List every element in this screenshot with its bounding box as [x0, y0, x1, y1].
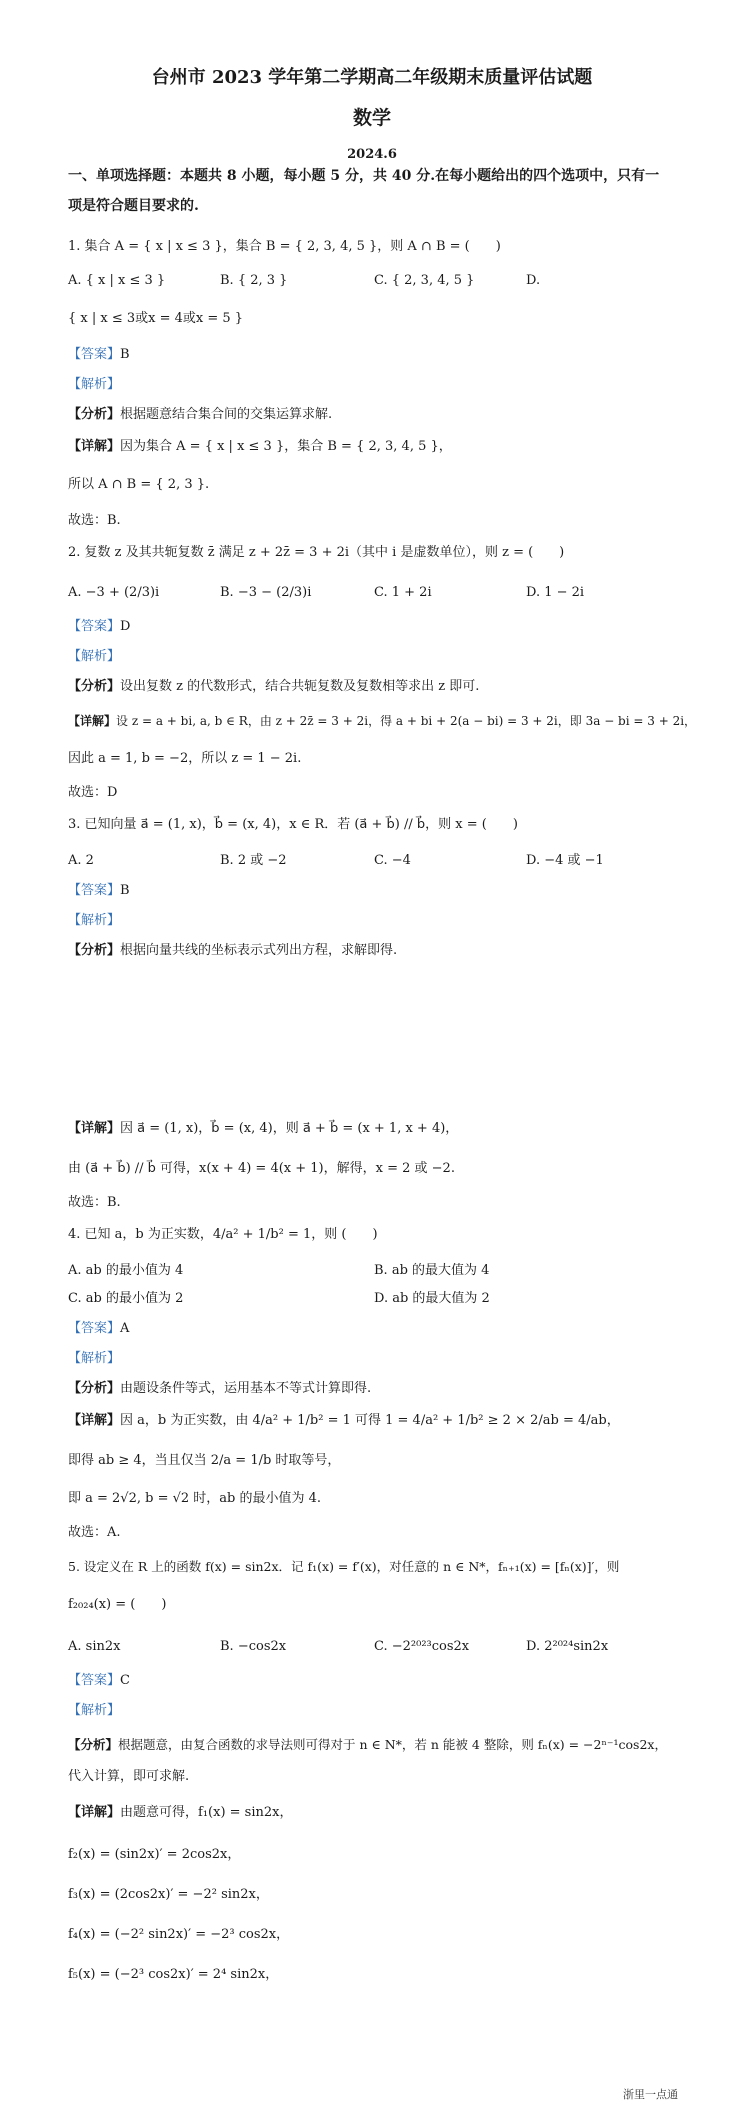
q5-stem-cont: f₂₀₂₄(x) = ( ) — [68, 1597, 167, 1612]
q5-xiangjie-row — [68, 1804, 292, 1822]
q2-option-a: A. −3 + (2/3)i — [68, 585, 160, 600]
q1-xiangjie-row — [68, 438, 452, 456]
fenxi-tag: 【分析】 — [68, 1737, 119, 1752]
q5-step-f5: f₅(x) = (−2³ cos2x)′ = 2⁴ sin2x， — [68, 1967, 279, 1982]
q4-answer-row — [68, 1320, 129, 1338]
q5-xiangjie: 由题意可得，f₁(x) = sin2x， — [120, 1805, 293, 1820]
q3-option-c: C. −4 — [374, 853, 411, 868]
q4-fenxi-row — [68, 1380, 371, 1398]
q3-option-b: B. 2 或 −2 — [220, 853, 287, 868]
q2-stem: 2. 复数 z 及其共轭复数 z̄ 满足 z + 2z̄ = 3 + 2i（其中 i 是虚数单位），则 z = ( ) — [68, 545, 565, 560]
q5-step-f3: f₃(x) = (2cos2x)′ = −2² sin2x， — [68, 1887, 269, 1902]
q4-option-c: C. ab 的最小值为 2 — [68, 1291, 184, 1306]
q5-fenxi-row — [68, 1736, 667, 1754]
q5-option-a: A. sin2x — [68, 1639, 121, 1654]
q2-xiangjie: 设 z = a + bi, a, b ∈ R，由 z + 2z̄ = 3 + 2i，得 a + bi + 2(a − bi) = 3 + 2i，即 3a − bi = 3 + 2i， — [116, 714, 697, 728]
q5-fenxi: 根据题意，由复合函数的求导法则可得对于 n ∈ N*，若 n 能被 4 整除，则 fₙ(x) = −2ⁿ⁻¹cos2x， — [118, 1737, 667, 1752]
fenxi-tag: 【分析】 — [68, 407, 121, 422]
q5-answer: C — [120, 1673, 130, 1688]
q1-step2: 所以 A ∩ B = { 2, 3 }. — [68, 477, 210, 492]
q1-option-d: D. — [526, 273, 541, 288]
q4-step2: 即得 ab ≥ 4，当且仅当 2/a = 1/b 时取等号， — [68, 1453, 341, 1468]
q3-fenxi-row — [68, 942, 397, 960]
q1-conclusion: 故选：B. — [68, 513, 121, 528]
q5-step-f4: f₄(x) = (−2² sin2x)′ = −2³ cos2x， — [68, 1927, 290, 1942]
q4-option-b: B. ab 的最大值为 4 — [374, 1263, 490, 1278]
footer-watermark: 浙里一点通 — [623, 2088, 678, 2101]
q2-step2: 因此 a = 1, b = −2，所以 z = 1 − 2i. — [68, 751, 302, 766]
q1-stem: 1. 集合 A = { x | x ≤ 3 }，集合 B = { 2, 3, 4, 5 }，则 A ∩ B = ( ) — [68, 239, 501, 254]
xiangjie-tag: 【详解】 — [68, 1805, 121, 1820]
q2-answer-row — [68, 618, 130, 636]
q3-step2: 由 (a⃗ + b⃗) // b⃗ 可得，x(x + 4) = 4(x + 1)，解得，x = 2 或 −2. — [68, 1161, 455, 1176]
q2-answer: D — [120, 619, 131, 634]
q5-fenxi-cont: 代入计算，即可求解. — [68, 1769, 190, 1784]
q1-xiangjie: 因为集合 A = { x | x ≤ 3 }，集合 B = { 2, 3, 4, 5 }， — [120, 439, 452, 454]
xiangjie-tag: 【详解】 — [68, 1121, 121, 1136]
answer-tag: 【答案】 — [68, 1321, 121, 1336]
fenxi-tag: 【分析】 — [68, 943, 121, 958]
q3-xiangjie-row — [68, 1120, 458, 1138]
q5-step-f2: f₂(x) = (sin2x)′ = 2cos2x， — [68, 1847, 241, 1862]
q4-conclusion: 故选：A. — [68, 1525, 121, 1540]
q4-fenxi: 由题设条件等式，运用基本不等式计算即得. — [120, 1381, 372, 1396]
q5-analysis-tag: 【解析】 — [68, 1703, 121, 1718]
q1-option-c: C. { 2, 3, 4, 5 } — [374, 273, 475, 288]
q3-answer: B — [120, 883, 130, 898]
q4-stem: 4. 已知 a，b 为正实数，4/a² + 1/b² = 1，则 ( ) — [68, 1227, 378, 1242]
q5-stem: 5. 设定义在 R 上的函数 f(x) = sin2x．记 f₁(x) = f′(x)，对任意的 n ∈ N*，fₙ₊₁(x) = [fₙ(x)]′，则 — [68, 1559, 620, 1574]
q5-option-c: C. −2²⁰²³cos2x — [374, 1639, 470, 1654]
q2-fenxi: 设出复数 z 的代数形式，结合共轭复数及复数相等求出 z 即可. — [120, 679, 480, 694]
q4-option-a: A. ab 的最小值为 4 — [68, 1263, 184, 1278]
q2-option-b: B. −3 − (2/3)i — [220, 585, 312, 600]
q1-fenxi-row — [68, 406, 332, 424]
xiangjie-tag: 【详解】 — [68, 1413, 121, 1428]
answer-tag: 【答案】 — [68, 1673, 121, 1688]
q1-answer-row — [68, 346, 130, 364]
q2-option-d: D. 1 − 2i — [526, 585, 585, 600]
q3-option-a: A. 2 — [68, 853, 94, 868]
q3-answer-row — [68, 882, 130, 900]
q1-answer: B — [120, 347, 130, 362]
q1-option-b: B. { 2, 3 } — [220, 273, 288, 288]
q3-analysis-tag: 【解析】 — [68, 913, 121, 928]
answer-tag: 【答案】 — [68, 883, 121, 898]
q4-xiangjie-row — [68, 1412, 620, 1430]
q1-option-d-content: { x | x ≤ 3或x = 4或x = 5 } — [68, 311, 244, 326]
exam-date: 2024.6 — [347, 147, 397, 162]
q3-xiangjie: 因 a⃗ = (1, x)，b⃗ = (x, 4)，则 a⃗ + b⃗ = (x + 1, x + 4)， — [120, 1121, 459, 1136]
xiangjie-tag: 【详解】 — [68, 439, 121, 454]
q3-fenxi: 根据向量共线的坐标表示式列出方程，求解即得. — [120, 943, 398, 958]
section-heading-line2: 项是符合题目要求的. — [68, 198, 199, 214]
q1-analysis-tag: 【解析】 — [68, 377, 121, 392]
q3-option-d: D. −4 或 −1 — [526, 853, 604, 868]
q3-stem: 3. 已知向量 a⃗ = (1, x)，b⃗ = (x, 4)，x ∈ R．若 (a⃗ + b⃗) // b⃗，则 x = ( ) — [68, 817, 518, 832]
fenxi-tag: 【分析】 — [68, 679, 121, 694]
q2-xiangjie-row — [68, 712, 696, 730]
q4-xiangjie: 因 a，b 为正实数，由 4/a² + 1/b² = 1 可得 1 = 4/a² + 1/b² ≥ 2 × 2/ab = 4/ab， — [120, 1413, 620, 1428]
q5-option-d: D. 2²⁰²⁴sin2x — [526, 1639, 609, 1654]
exam-subject: 数学 — [352, 107, 391, 129]
q4-answer: A — [120, 1321, 130, 1336]
q2-analysis-tag: 【解析】 — [68, 649, 121, 664]
exam-title: 台州市 2023 学年第二学期高二年级期末质量评估试题 — [151, 67, 593, 88]
q5-option-b: B. −cos2x — [220, 1639, 287, 1654]
answer-tag: 【答案】 — [68, 347, 121, 362]
q4-step3: 即 a = 2√2, b = √2 时，ab 的最小值为 4. — [68, 1491, 322, 1506]
q2-option-c: C. 1 + 2i — [374, 585, 432, 600]
q1-fenxi: 根据题意结合集合间的交集运算求解. — [120, 407, 333, 422]
q2-fenxi-row — [68, 678, 479, 696]
q1-option-a: A. { x | x ≤ 3 } — [68, 273, 166, 288]
section-heading-line1: 一、单项选择题：本题共 8 小题，每小题 5 分，共 40 分.在每小题给出的四个选项中，只有一 — [68, 168, 660, 184]
q4-option-d: D. ab 的最大值为 2 — [374, 1291, 490, 1306]
q3-conclusion: 故选：B. — [68, 1195, 121, 1210]
q4-analysis-tag: 【解析】 — [68, 1351, 121, 1366]
fenxi-tag: 【分析】 — [68, 1381, 121, 1396]
xiangjie-tag: 【详解】 — [68, 714, 117, 728]
q5-answer-row — [68, 1672, 130, 1690]
q2-conclusion: 故选：D — [68, 785, 118, 800]
answer-tag: 【答案】 — [68, 619, 121, 634]
